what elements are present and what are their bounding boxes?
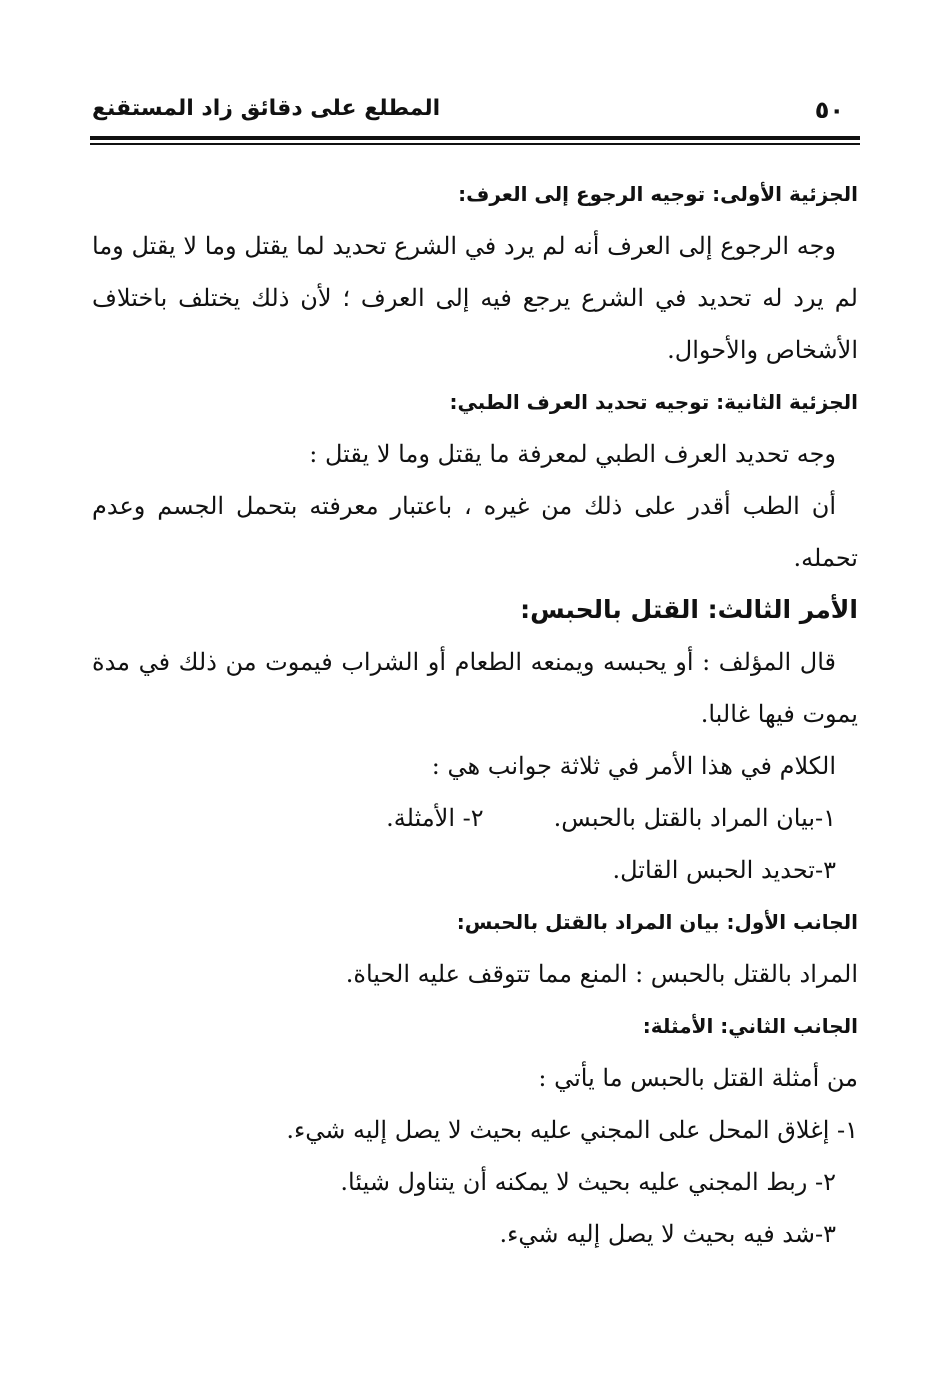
subheading-first-aspect: الجانب الأول: بيان المراد بالقتل بالحبس: bbox=[456, 910, 858, 934]
list-item: ٢- الأمثلة. bbox=[386, 804, 484, 832]
list-item: ٢- ربط المجني عليه بحيث لا يمكنه أن يتناول شيئا. bbox=[340, 1168, 836, 1196]
section-heading-third-matter: الأمر الثالث: القتل بالحبس: bbox=[520, 595, 858, 624]
paragraph-line: وجه تحديد العرف الطبي لمعرفة ما يقتل وما لا يقتل : bbox=[309, 440, 836, 468]
header-rule-thick bbox=[90, 136, 860, 140]
paragraph-line: المراد بالقتل بالحبس : المنع مما تتوقف عليه الحياة. bbox=[345, 960, 858, 988]
list-item: ١-بيان المراد بالقتل بالحبس. bbox=[553, 804, 836, 832]
list-item: ٣-شد فيه بحيث لا يصل إليه شيء. bbox=[499, 1220, 836, 1248]
paragraph-line: يموت فيها غالبا. bbox=[700, 700, 858, 728]
running-title: المطلع على دقائق زاد المستقنع bbox=[92, 96, 441, 121]
page-body bbox=[92, 168, 858, 1260]
page-number: ٥٠ bbox=[814, 96, 844, 124]
paragraph-line: لم يرد له تحديد في الشرع يرجع فيه إلى العرف ؛ لأن ذلك يختلف باختلاف bbox=[92, 284, 858, 312]
paragraph-line: أن الطب أقدر على ذلك من غيره ، باعتبار معرفته بتحمل الجسم وعدم bbox=[92, 492, 836, 520]
subheading-second-part: الجزئية الثانية: توجيه تحديد العرف الطبي: bbox=[449, 390, 858, 414]
paragraph-line: الأشخاص والأحوال. bbox=[667, 336, 858, 364]
paragraph-line: وجه الرجوع إلى العرف أنه لم يرد في الشرع تحديد لما يقتل وما لا يقتل وما bbox=[92, 232, 836, 260]
paragraph-line: من أمثلة القتل بالحبس ما يأتي : bbox=[538, 1064, 858, 1092]
page-header bbox=[92, 96, 852, 128]
list-row bbox=[92, 792, 858, 844]
paragraph-line: تحمله. bbox=[793, 544, 858, 572]
paragraph-line: الكلام في هذا الأمر في ثلاثة جوانب هي : bbox=[431, 752, 836, 780]
paragraph-line: قال المؤلف : أو يحبسه ويمنعه الطعام أو الشراب فيموت من ذلك في مدة bbox=[92, 648, 836, 676]
list-item: ٣-تحديد الحبس القاتل. bbox=[612, 856, 836, 884]
subheading-second-aspect: الجانب الثاني: الأمثلة: bbox=[642, 1014, 858, 1038]
subheading-first-part: الجزئية الأولى: توجيه الرجوع إلى العرف: bbox=[458, 182, 858, 206]
list-item: ١- إغلاق المحل على المجني عليه بحيث لا يصل إليه شيء. bbox=[286, 1116, 858, 1144]
header-rule-thin bbox=[90, 143, 860, 145]
